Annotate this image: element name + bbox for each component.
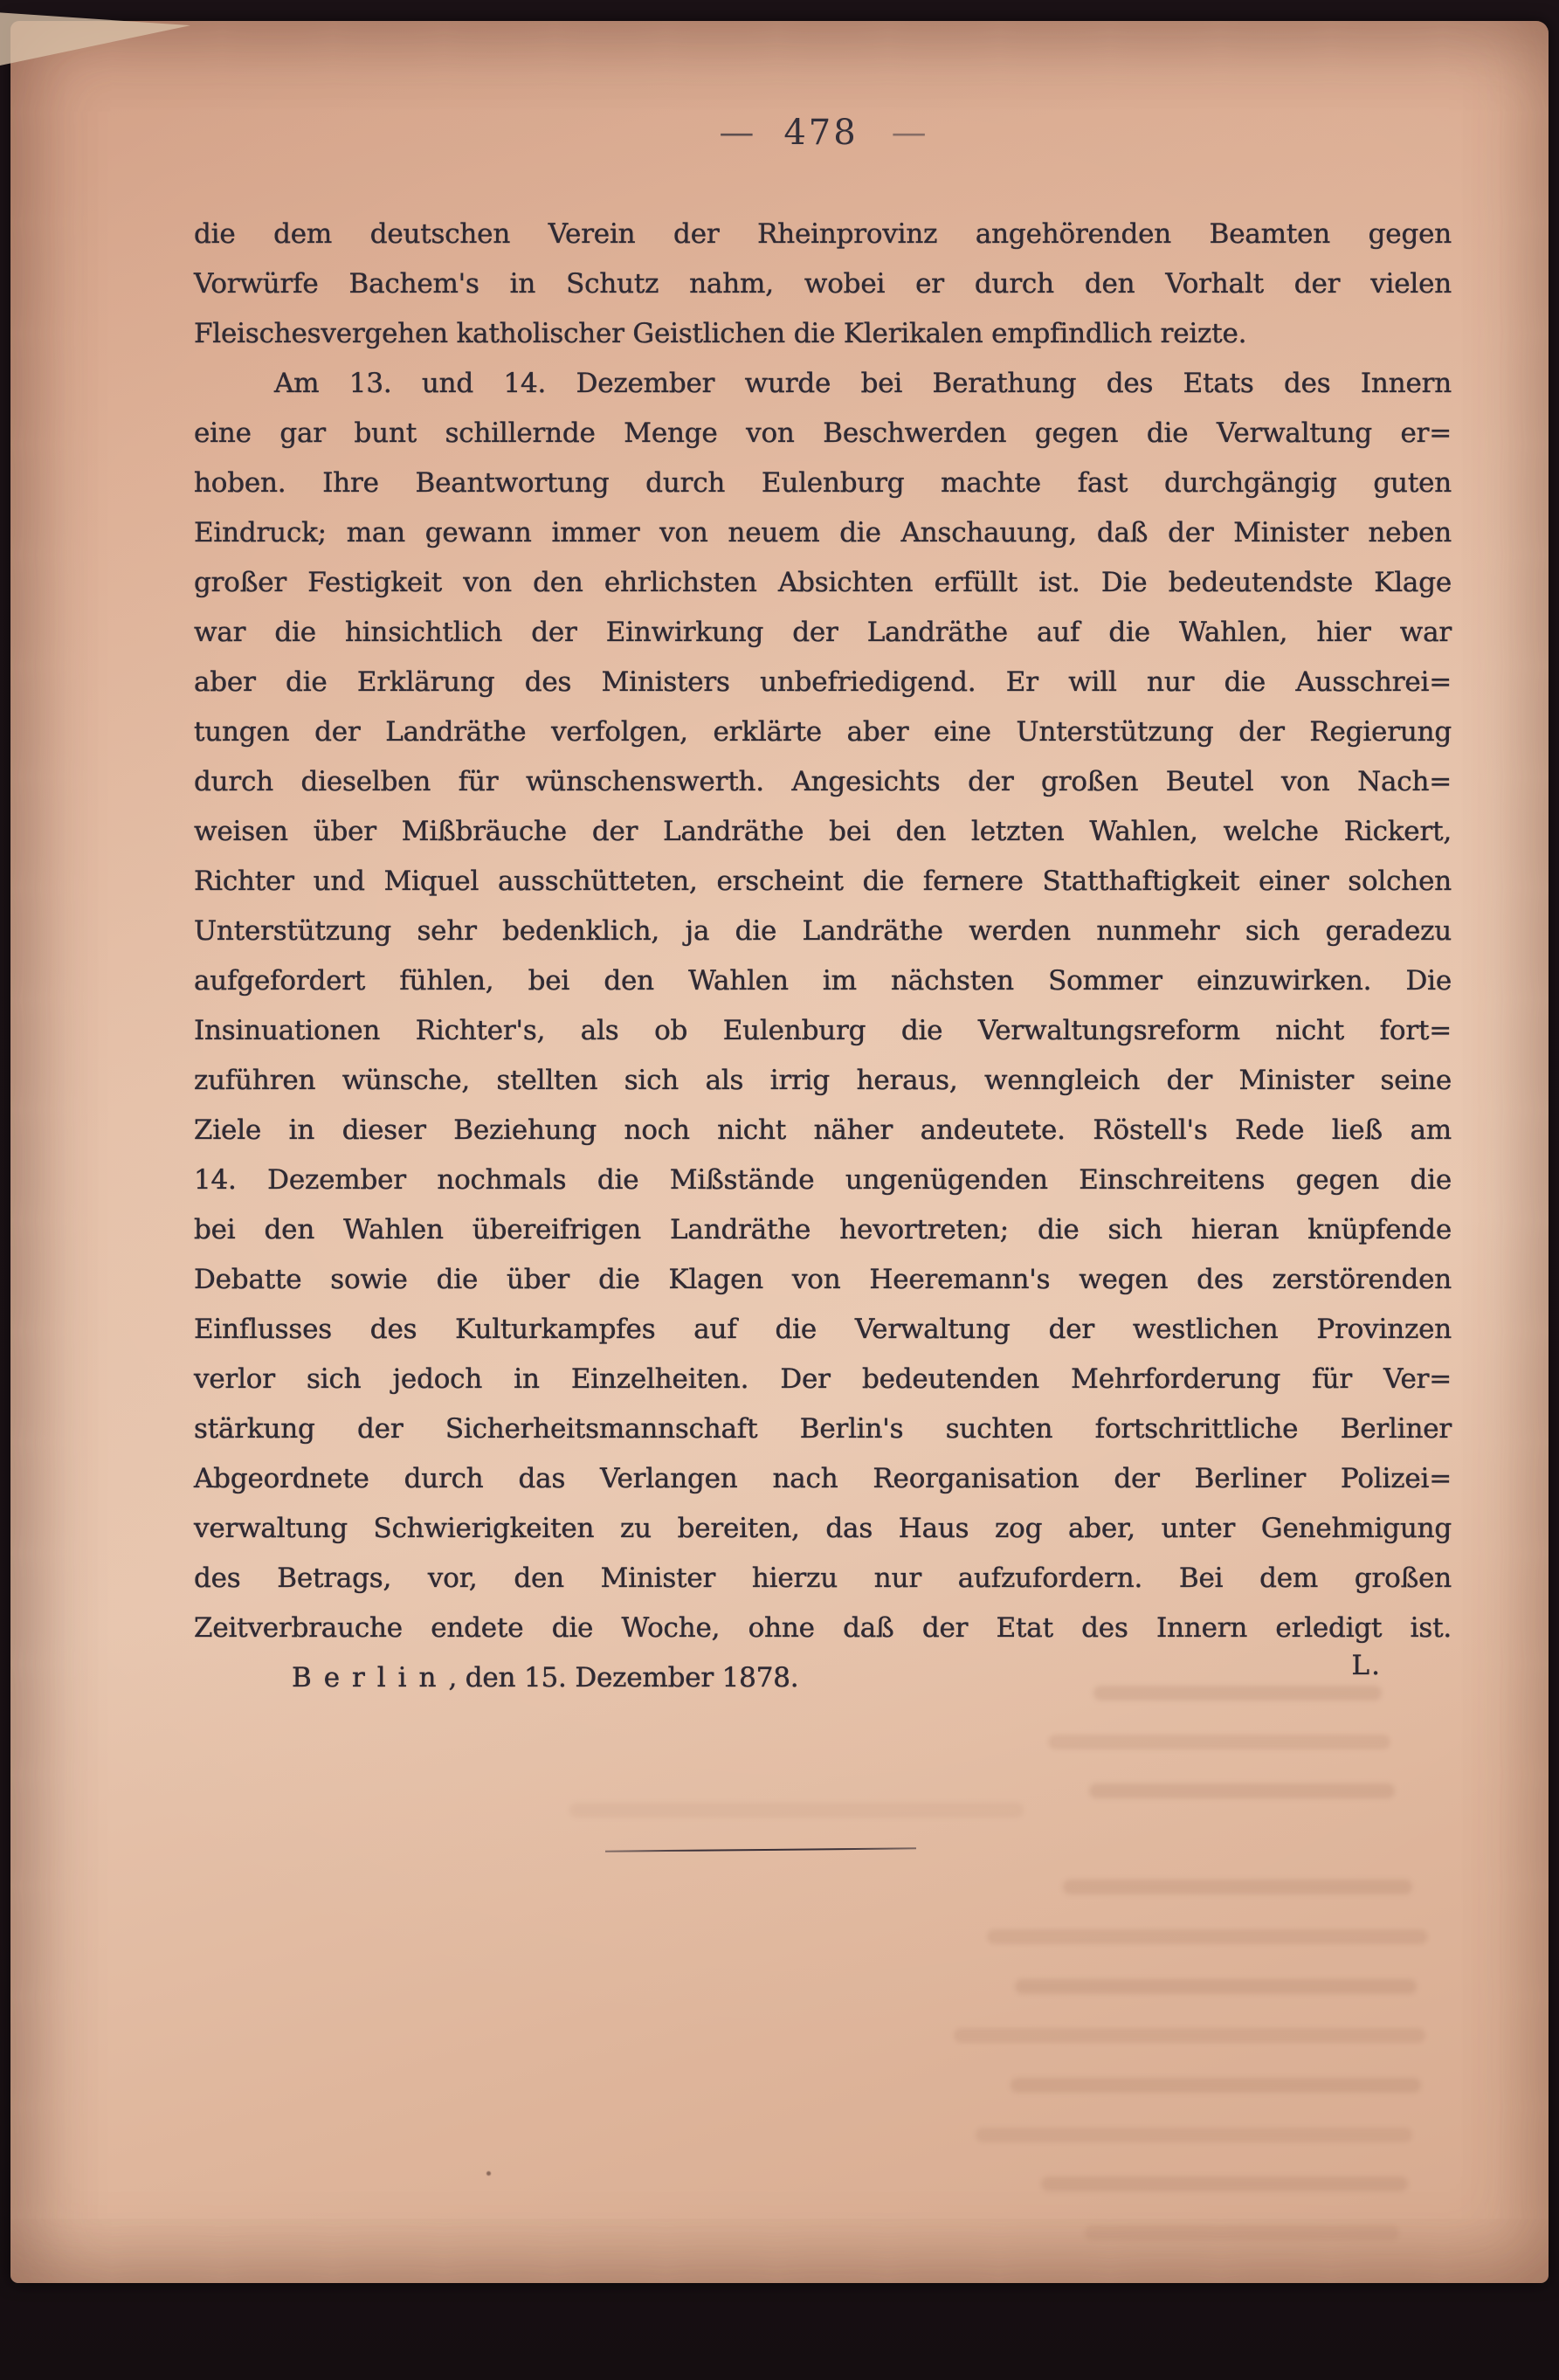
section-divider-rule	[605, 1847, 916, 1852]
text-line: bei den Wahlen übereifrigen Landräthe hevortreten; die sich hieran knüpfende	[194, 1214, 1452, 1245]
text-line: Am 13. und 14. Dezember wurde bei Berathung des Etats des Innern	[274, 368, 1452, 399]
ghost-line	[1011, 2078, 1421, 2093]
ghost-line	[987, 1929, 1428, 1944]
text-line: war die hinsichtlich der Einwirkung der Landräthe auf die Wahlen, hier war	[194, 617, 1452, 648]
dateline-place: Berlin	[292, 1662, 449, 1694]
text-line: hoben. Ihre Beantwortung durch Eulenburg machte fast durchgängig guten	[194, 467, 1452, 499]
ink-speck	[486, 2171, 491, 2176]
text-line: Abgeordnete durch das Verlangen nach Reorganisation der Berliner Polizei=	[194, 1463, 1452, 1494]
text-line: die dem deutschen Verein der Rheinprovinz angehörenden Beamten gegen	[194, 218, 1452, 250]
author-initial: L.	[1351, 1650, 1382, 1681]
text-line: des Betrags, vor, den Minister hierzu nur aufzufordern. Bei dem großen	[194, 1563, 1452, 1594]
ghost-line	[1093, 1686, 1382, 1700]
text-line: verwaltung Schwierigkeiten zu bereiten, das Haus zog aber, unter Genehmigung	[194, 1513, 1452, 1544]
text-line: stärkung der Sicherheitsmannschaft Berlin's suchten fortschrittliche Berliner	[194, 1413, 1452, 1445]
text-line: Unterstützung sehr bedenklich, ja die Landräthe werden nunmehr sich geradezu	[194, 915, 1452, 947]
text-line: Zeitverbrauche endete die Woche, ohne daß der Etat des Innern erledigt ist.	[194, 1612, 1452, 1644]
ghost-line	[1063, 1880, 1412, 1894]
text-line: Debatte sowie die über die Klagen von Heeremann's wegen des zerstörenden	[194, 1264, 1452, 1295]
book-page	[10, 21, 1549, 2283]
ghost-line	[1015, 1979, 1417, 1994]
page-number: 478	[783, 113, 859, 153]
text-line: aufgefordert fühlen, bei den Wahlen im nächsten Sommer einzuwirken. Die	[194, 965, 1452, 997]
text-line: weisen über Mißbräuche der Landräthe bei den letzten Wahlen, welche Rickert,	[194, 816, 1452, 847]
text-line: zuführen wünsche, stellten sich als irrig heraus, wenngleich der Minister seine	[194, 1065, 1452, 1096]
dateline-rest: , den 15. Dezember 1878.	[448, 1662, 799, 1694]
text-line: aber die Erklärung des Ministers unbefriedigend. Er will nur die Ausschrei=	[194, 666, 1452, 698]
text-line: Fleischesvergehen katholischer Geistlichen die Klerikalen empfindlich reizte.	[194, 318, 1247, 349]
text-line: Insinuationen Richter's, als ob Eulenburg die Verwaltungsreform nicht fort=	[194, 1015, 1452, 1046]
text-line: eine gar bunt schillernde Menge von Beschwerden gegen die Verwaltung er=	[194, 417, 1452, 449]
text-line: verlor sich jedoch in Einzelheiten. Der bedeutenden Mehrforderung für Ver=	[194, 1363, 1452, 1395]
ghost-line	[1041, 2176, 1408, 2191]
text-line: Einflusses des Kulturkampfes auf die Verwaltung der westlichen Provinzen	[194, 1314, 1452, 1345]
ghost-line	[1089, 1783, 1395, 1798]
ghost-line	[1048, 1735, 1390, 1749]
ghost-line	[954, 2028, 1425, 2043]
text-line: tungen der Landräthe verfolgen, erklärte aber eine Unterstützung der Regierung	[194, 716, 1452, 748]
text-line: großer Festigkeit von den ehrlichsten Absichten erfüllt ist. Die bedeutendste Klage	[194, 567, 1452, 598]
text-line: Richter und Miquel ausschütteten, erscheint die fernere Statthaftigkeit einer solchen	[194, 866, 1452, 897]
ghost-line	[976, 2128, 1412, 2142]
text-line: durch dieselben für wünschenswerth. Angesichts der großen Beutel von Nach=	[194, 766, 1452, 797]
text-line: Eindruck; man gewann immer von neuem die Anschauung, daß der Minister neben	[194, 517, 1452, 548]
header-dash-left: —	[719, 113, 751, 153]
page-header	[194, 112, 1452, 154]
text-line: Ziele in dieser Beziehung noch nicht näher andeutete. Röstell's Rede ließ am	[194, 1114, 1452, 1146]
text-line: Vorwürfe Bachem's in Schutz nahm, wobei er durch den Vorhalt der vielen	[194, 268, 1452, 300]
ghost-line	[569, 1803, 1024, 1818]
header-dash-right: —	[891, 113, 927, 153]
ghost-line	[1085, 2225, 1399, 2240]
text-line: 14. Dezember nochmals die Mißstände ungenügenden Einschreitens gegen die	[194, 1164, 1452, 1196]
body-text	[194, 210, 1452, 1703]
